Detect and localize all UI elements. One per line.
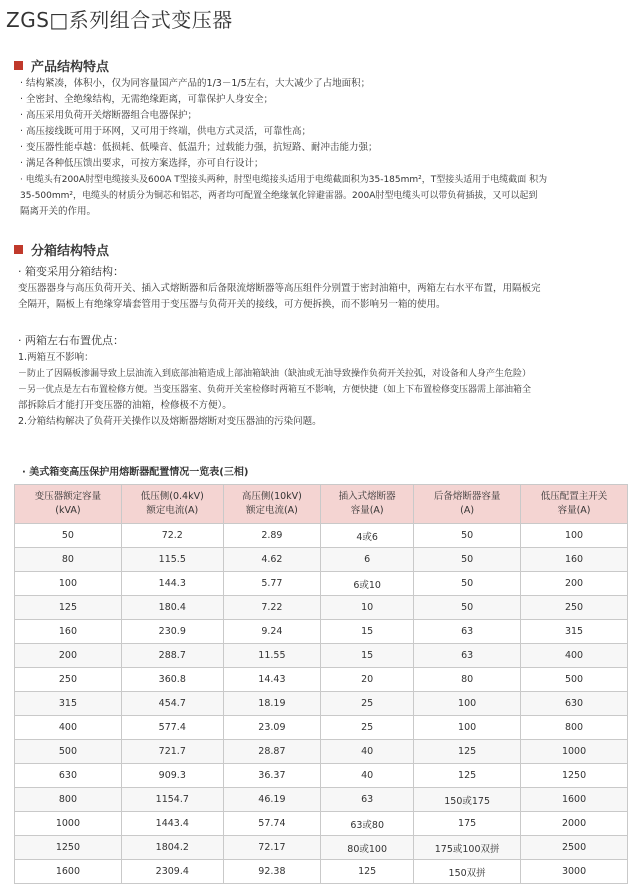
table-cell: 50 [414,524,521,548]
table-cell: 50 [15,524,122,548]
section-structure-title: 产品结构特点 [31,60,110,75]
table-cell: 100 [414,692,521,716]
table-cell: 4.62 [223,548,320,572]
table-cell: 72.2 [121,524,223,548]
bullet-line: 35-500mm²，电缆头的材质分为铜芯和铝芯，两者均可配置全绝缘氧化锌避雷器。200A肘型电缆头可以带负荷插拔，又可以起到 [20,191,538,201]
table-cell: 1443.4 [121,812,223,836]
table-cell: 6 [321,548,414,572]
bullet-line: · 结构紧凑，体积小，仅为同容量国产产品的1/3－1/5左右，大大减少了占地面积； [20,78,371,89]
column-header-line: 低压侧(0.4kV) [140,491,204,502]
table-cell: 150或175 [414,788,521,812]
bullet-line: 隔离开关的作用。 [20,206,97,217]
table-cell: 115.5 [121,548,223,572]
bullet-line: · 满足各种低压馈出要求，可按方案选择，亦可自行设计； [20,158,264,169]
column-header [223,485,320,524]
table-row [15,860,628,884]
table-cell: 11.55 [223,644,320,668]
table-cell: 40 [321,764,414,788]
table-cell: 250 [15,668,122,692]
table-cell: 57.74 [223,812,320,836]
table-cell: 50 [414,548,521,572]
table-cell: 80 [414,668,521,692]
column-header [321,485,414,524]
table-cell: 230.9 [121,620,223,644]
split-paragraph [18,281,626,313]
column-header-line: (A) [460,505,475,516]
column-header [15,485,122,524]
table-cell: 2.89 [223,524,320,548]
column-header-line: 后备熔断器容量 [433,491,501,502]
table-cell: 1154.7 [121,788,223,812]
table-cell: 23.09 [223,716,320,740]
red-square-icon [14,61,23,70]
table-cell: 315 [15,692,122,716]
table-cell: 1000 [521,740,628,764]
table-cell: 2500 [521,836,628,860]
table-cell: 9.24 [223,620,320,644]
table-cell: 10 [321,596,414,620]
para-line: 1.两箱互不影响： [18,352,94,363]
table-row [15,836,628,860]
table-cell: 160 [15,620,122,644]
layout-advantage-paragraph [18,350,626,430]
table-cell: 80 [15,548,122,572]
table-cell: 454.7 [121,692,223,716]
column-header-line: 容量(A) [557,505,591,516]
table-cell: 175或100双拼 [414,836,521,860]
table-cell: 909.3 [121,764,223,788]
layout-advantage-subheading: · 两箱左右布置优点： [18,334,124,347]
table-cell: 3000 [521,860,628,884]
table-cell: 18.19 [223,692,320,716]
table-row [15,788,628,812]
table-cell: 14.43 [223,668,320,692]
table-cell: 1600 [15,860,122,884]
table-header-row [15,485,628,524]
table-cell: 15 [321,644,414,668]
table-cell: 200 [15,644,122,668]
table-row [15,716,628,740]
table-cell: 100 [414,716,521,740]
column-header-line: (kVA) [55,505,81,516]
para-line: 全隔开，隔板上有绝缘穿墙套管用于变压器与负荷开关的接线，可方便拆换，而不影响另一箱的使用。 [18,299,446,310]
table-cell: 46.19 [223,788,320,812]
table-cell: 2000 [521,812,628,836]
table-cell: 1600 [521,788,628,812]
table-cell: 100 [521,524,628,548]
structure-bullet-list [20,76,620,220]
column-header-line: 高压侧(10kV) [241,491,302,502]
section-split-heading [14,240,109,259]
table-row [15,596,628,620]
table-cell: 92.38 [223,860,320,884]
table-row [15,524,628,548]
table-cell: 800 [521,716,628,740]
table-cell: 180.4 [121,596,223,620]
table-cell: 2309.4 [121,860,223,884]
table-row [15,572,628,596]
table-row [15,620,628,644]
table-cell: 400 [15,716,122,740]
para-line: －另一优点是左右布置检修方便。当变压器室、负荷开关室检修时两箱互不影响，方便快捷（如上下布置检修变压器需上部油箱全 [18,385,532,395]
column-header-line: 低压配置主开关 [540,491,608,502]
table-row [15,692,628,716]
table-cell: 50 [414,596,521,620]
section-split-title: 分箱结构特点 [31,244,110,259]
table-cell: 1804.2 [121,836,223,860]
table-cell: 25 [321,692,414,716]
table-cell: 20 [321,668,414,692]
table-cell: 577.4 [121,716,223,740]
table-cell: 1250 [521,764,628,788]
table-cell: 63 [414,620,521,644]
table-cell: 125 [414,740,521,764]
bullet-line: · 变压器性能卓越：低损耗、低噪音、低温升；过载能力强，抗短路、耐冲击能力强； [20,142,378,153]
table-cell: 125 [414,764,521,788]
column-header-line: 变压器额定容量 [34,491,102,502]
table-cell: 288.7 [121,644,223,668]
para-line: 2.分箱结构解决了负荷开关操作以及熔断器熔断对变压器油的污染问题。 [18,416,322,427]
column-header-line: 额定电流(A) [245,505,298,516]
bullet-line: · 高压接线既可用于环网，又可用于终端，供电方式灵活，可靠性高； [20,126,312,137]
table-cell: 800 [15,788,122,812]
table-cell: 360.8 [121,668,223,692]
table-cell: 150双拼 [414,860,521,884]
column-header-line: 容量(A) [350,505,384,516]
column-header [521,485,628,524]
table-cell: 63 [321,788,414,812]
table-row [15,740,628,764]
table-cell: 160 [521,548,628,572]
table-cell: 200 [521,572,628,596]
para-line: 部拆除后才能打开变压器的油箱，检修极不方便）。 [18,400,232,411]
table-cell: 4或6 [321,524,414,548]
table-cell: 5.77 [223,572,320,596]
table-cell: 175 [414,812,521,836]
column-header [414,485,521,524]
split-subheading: · 箱变采用分箱结构： [18,265,124,278]
column-header [121,485,223,524]
table-row [15,812,628,836]
table-cell: 630 [15,764,122,788]
table-cell: 100 [15,572,122,596]
table-title: · 美式箱变高压保护用熔断器配置情况一览表(三相) [22,467,249,478]
table-cell: 250 [521,596,628,620]
table-cell: 40 [321,740,414,764]
table-cell: 400 [521,644,628,668]
column-header-line: 额定电流(A) [146,505,199,516]
table-row [15,668,628,692]
bullet-line: · 电缆头有200A肘型电缆接头及600A T型接头两种，肘型电缆接头适用于电缆截面积为35-185mm²，T型接头适用于电缆截面 积为 [20,175,548,185]
table-body [15,524,628,884]
table-cell: 144.3 [121,572,223,596]
table-cell: 15 [321,620,414,644]
table-cell: 25 [321,716,414,740]
column-header-line: 插入式熔断器 [338,491,396,502]
table-row [15,644,628,668]
bullet-line: · 全密封、全绝缘结构，无需绝缘距离，可靠保护人身安全； [20,94,274,105]
table-cell: 500 [15,740,122,764]
table-cell: 28.87 [223,740,320,764]
table-cell: 1000 [15,812,122,836]
table-cell: 1250 [15,836,122,860]
table-cell: 500 [521,668,628,692]
table-cell: 80或100 [321,836,414,860]
bullet-line: · 高压采用负荷开关熔断器组合电器保护； [20,110,198,121]
para-line: －防止了因隔板渗漏导致上层油流入到底部油箱造成上部油箱缺油（缺油或无油导致操作负荷开关拉弧，对设备和人身产生危险） [18,369,532,379]
section-structure-heading [14,56,109,75]
red-square-icon [14,245,23,254]
table-cell: 125 [321,860,414,884]
table-cell: 63或80 [321,812,414,836]
table-cell: 72.17 [223,836,320,860]
table-row [15,764,628,788]
table-cell: 630 [521,692,628,716]
table-row [15,548,628,572]
table-cell: 50 [414,572,521,596]
table-cell: 36.37 [223,764,320,788]
table-cell: 6或10 [321,572,414,596]
table-cell: 125 [15,596,122,620]
table-cell: 315 [521,620,628,644]
page-title: ZGS□系列组合式变压器 [6,8,233,32]
fuse-config-table [14,484,628,884]
para-line: 变压器器身与高压负荷开关、插入式熔断器和后备限流熔断器等高压组件分别置于密封油箱中，两箱左右水平布置，用隔板完 [18,283,541,294]
table-cell: 63 [414,644,521,668]
table-cell: 721.7 [121,740,223,764]
table-cell: 7.22 [223,596,320,620]
